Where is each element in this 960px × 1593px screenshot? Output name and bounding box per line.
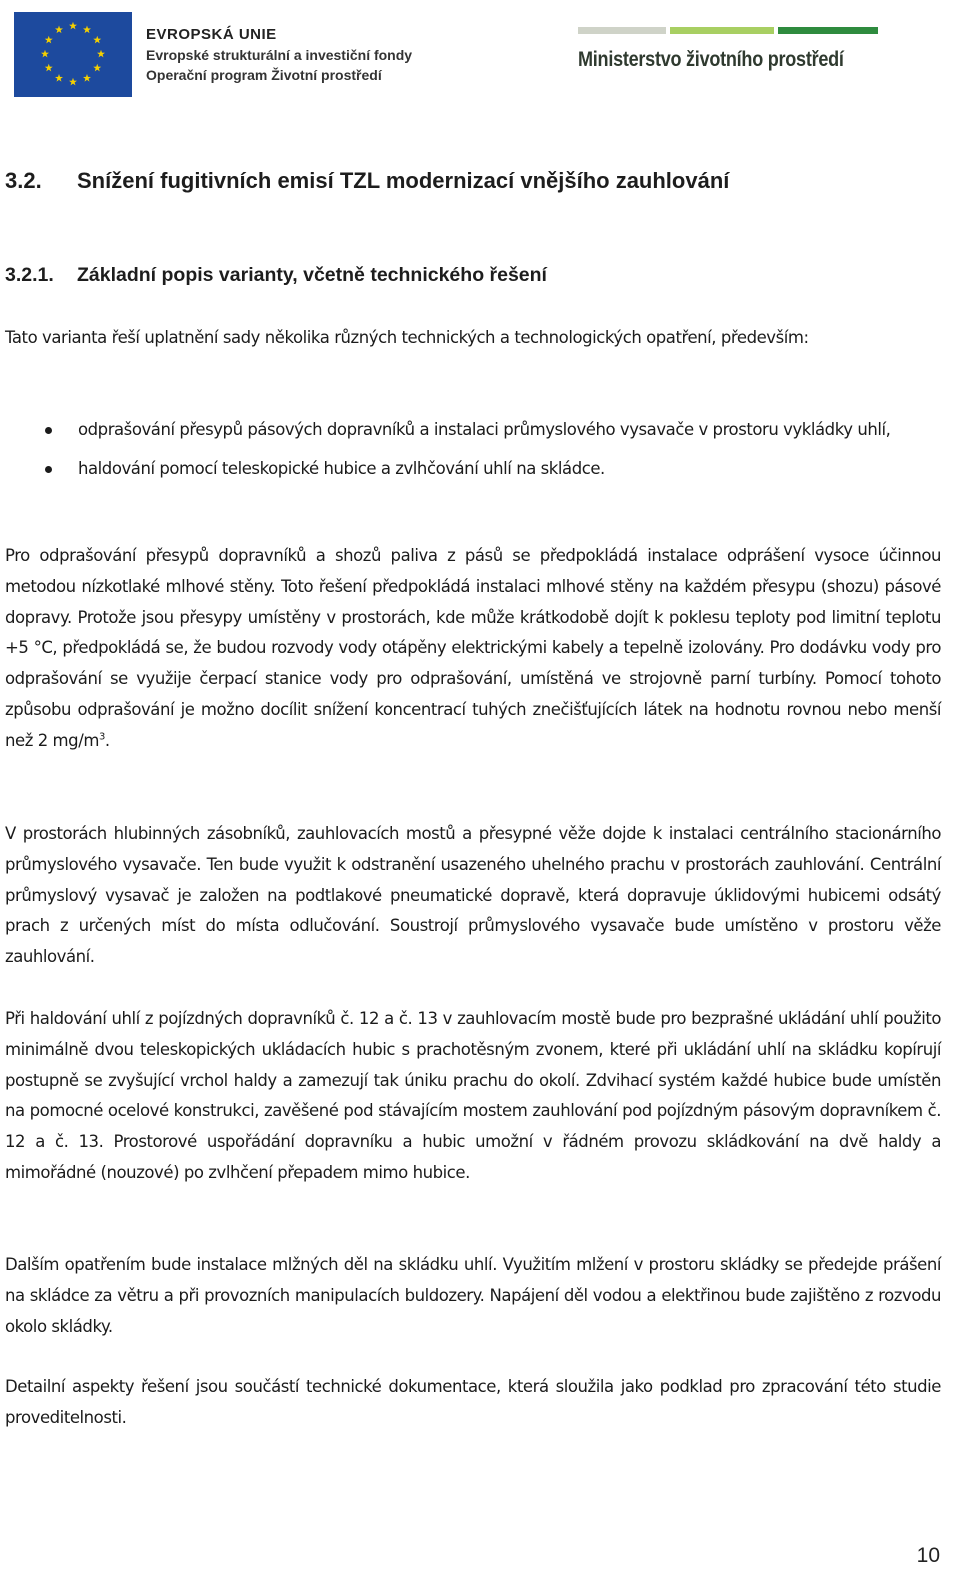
section-title: Snížení fugitivních emisí TZL modernizací vnějšího zauhlování [77,168,730,193]
section-heading [5,168,729,194]
eu-stars [14,12,132,97]
eu-text [146,12,412,85]
eu-logo-block [14,12,412,97]
eu-title: EVROPSKÁ UNIE [146,26,277,43]
ministry-logo-block [578,27,878,72]
bullet-icon [45,466,52,473]
subsection-title: Základní popis varianty, včetně technického řešení [77,264,547,286]
list-item [5,415,941,446]
eu-star-icon [69,22,77,30]
measures-list [5,415,941,493]
eu-star-icon [55,74,63,82]
paragraph-text: Pro odprašování přesypů dopravníků a shozů paliva z pásů se předpokládá instalace odprášení vysoce účinnou metodou nízkotlaké mlhové stěny. Toto řešení předpokládá instalaci mlhové stěny na každém přesypu (shozu) pásové dopravy. Protože jsou přesypy umístěny v prostorách, kde může krátkodobě dojít k poklesu teploty pod limitní teplotu +5 °C, předpokládá se, že budou rozvody vody otápěny elektrickými kabely a tepelně izolovány. Pro dodávku vody pro odprašování se využije čerpací stanice vody pro odprašování, umístěná ve strojovně parní turbíny. Pomocí tohoto způsobu odprašování je možno docílit snížení koncentrací tuhých znečišťujících látek na hodnotu rovnou nebo menší než 2 mg/m [5,546,941,750]
subsection-heading [5,264,547,287]
subsection-number: 3.2.1. [5,264,54,286]
ministry-bar-grey [578,27,666,34]
ministry-bar-lightgreen [670,27,774,34]
eu-star-icon [45,36,53,44]
eu-program-line: Operační program Životní prostředí [146,67,382,83]
paragraph-stacking: Při haldování uhlí z pojízdných dopravníků č. 12 a č. 13 v zauhlovacím mostě bude pro bezprašné ukládání uhlí použito minimálně dvou teleskopických ukládacích hubic s prachotěsným zvonem, které při ukládání uhlí na skládku kopírují postupně se zvyšující vrchol haldy a zamezují tak úniku prachu do okolí. Zdvihací systém každé hubice bude umístěn na pomocné ocelové konstrukci, zavěšené pod stávajícím mostem zauhlování pod pojízdným pásovým dopravníkem č. 12 a č. 13. Prostorové uspořádání dopravníku a hubic umožní v řádném provozu skládkování na dvě haldy a mimořádné (nouzové) po zvlhčení přepadem mimo hubice. [5,1009,941,1182]
eu-star-icon [45,64,53,72]
paragraph-end: . [104,730,110,750]
paragraph-details: Detailní aspekty řešení jsou součástí technické dokumentace, která sloužila jako podklad pro zpracování této studie proveditelnosti. [5,1377,941,1427]
bullet-icon [45,427,52,434]
paragraph-dust-suppression [5,541,941,757]
ministry-bar-darkgreen [778,27,878,34]
eu-star-icon [93,64,101,72]
intro-paragraph: Tato varianta řeší uplatnění sady několika různých technických a technologických opatření, především: [5,328,809,347]
eu-star-icon [83,26,91,34]
eu-star-icon [83,74,91,82]
page-number: 10 [916,1544,940,1567]
paragraph-industrial-vacuum: V prostorách hlubinných zásobníků, zauhlovacích mostů a přesypné věže dojde k instalaci centrálního stacionárního průmyslového vysavače. Ten bude využit k odstranění usazeného uhelného prachu v prostorách zauhlování. Centrální průmyslový vysavač je založen na podtlakové pneumatické dopravě, která dopravuje úklidovými hubicemi odsátý prach z určených míst do místa odlučování. Soustrojí průmyslového vysavače bude umístěno v prostoru věže zauhlování. [5,824,941,967]
section-number: 3.2. [5,168,42,193]
ministry-color-bars [578,27,878,34]
superscript: 3 [98,731,105,743]
list-item-text: odprašování přesypů pásových dopravníků a instalaci průmyslového vysavače v prostoru vykládky uhlí, [78,420,891,439]
eu-star-icon [41,50,49,58]
eu-star-icon [93,36,101,44]
eu-star-icon [55,26,63,34]
eu-funds-line: Evropské strukturální a investiční fondy [146,47,413,63]
eu-star-icon [97,50,105,58]
eu-star-icon [69,78,77,86]
list-item [5,454,941,485]
eu-flag-icon [14,12,132,97]
list-item-text: haldování pomocí teleskopické hubice a zvlhčování uhlí na skládce. [78,458,605,478]
ministry-name: Ministerstvo životního prostředí [578,48,844,71]
paragraph-fog-cannons: Dalším opatřením bude instalace mlžných děl na skládku uhlí. Využitím mlžení v prostoru skládky se předejde prášení na skládce za větru a při provozních manipulacích buldozery. Napájení děl vodou a elektřinou bude zajištěno z rozvodu okolo skládky. [5,1255,941,1336]
